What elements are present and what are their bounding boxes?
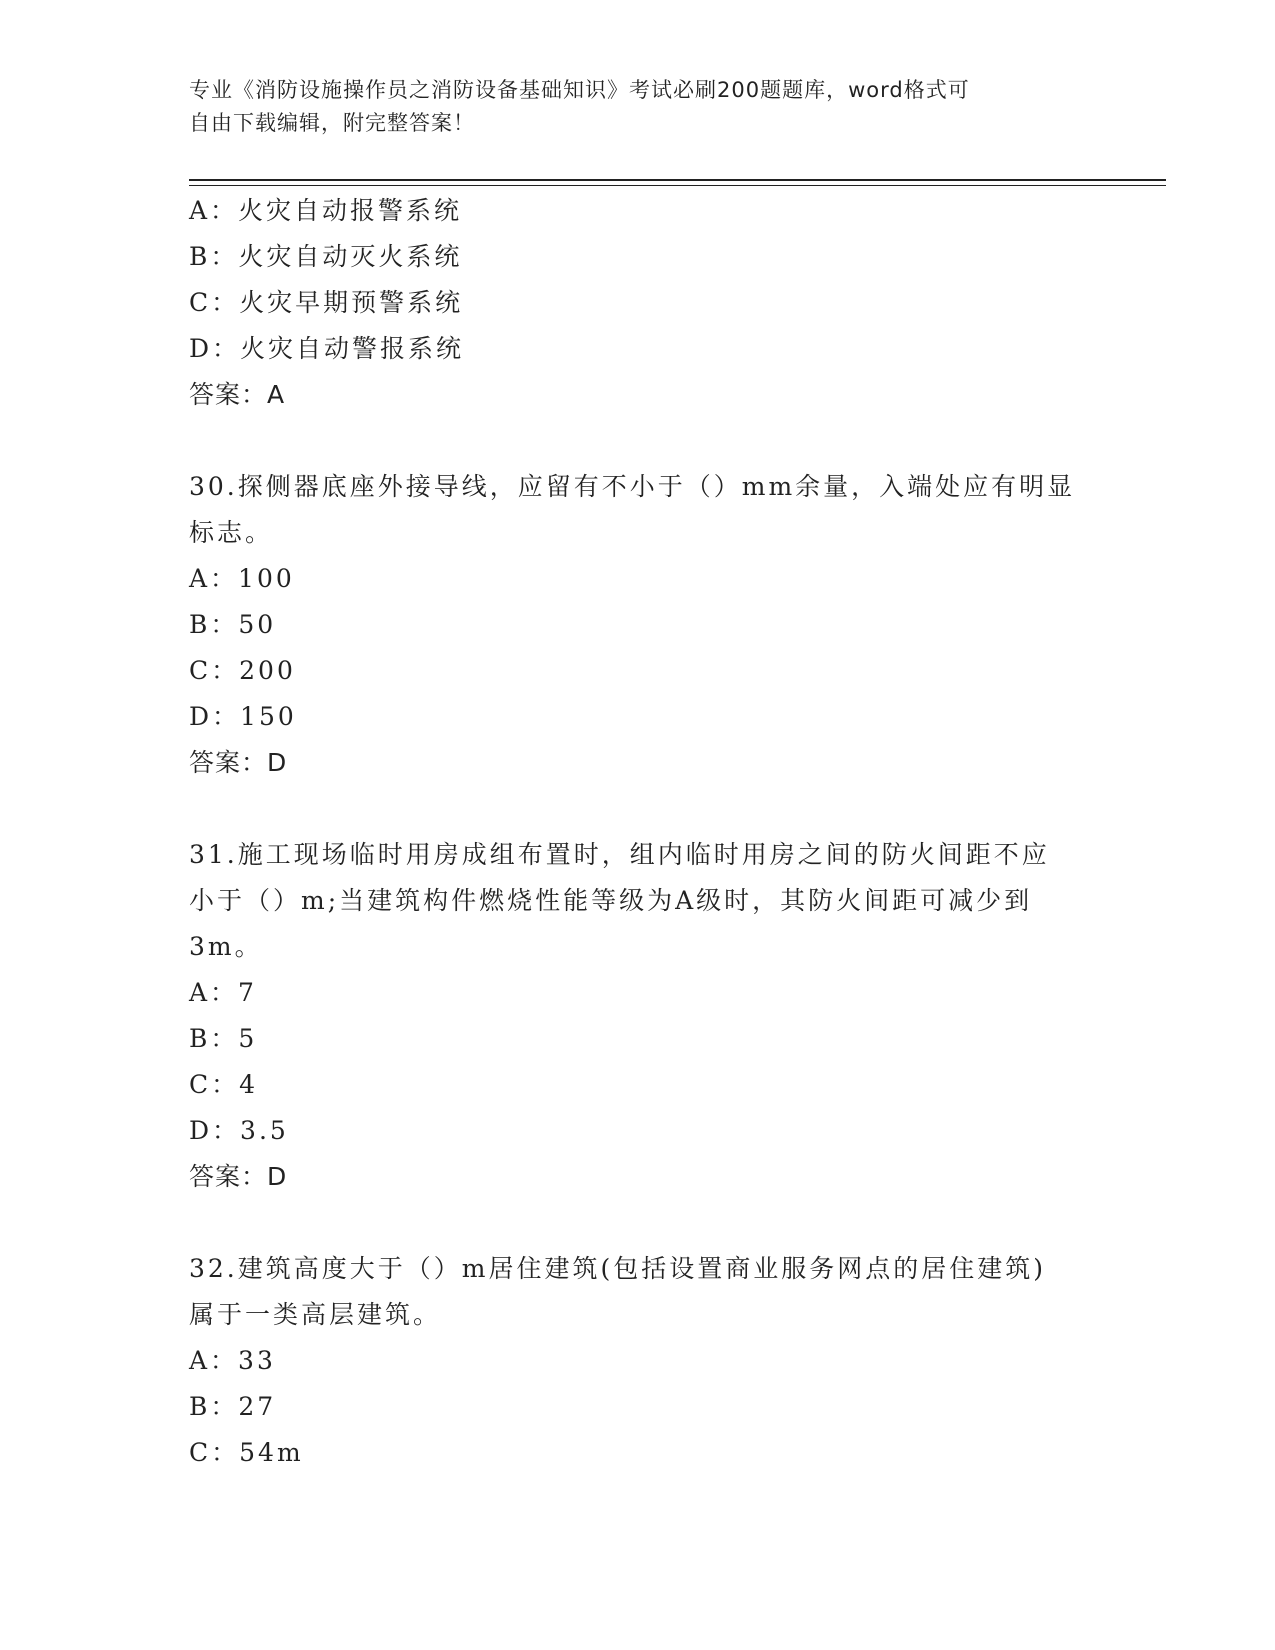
- option-b: B：50: [189, 610, 277, 639]
- option-b: B：5: [189, 1024, 258, 1053]
- question-text-line: 小于（）m;当建筑构件燃烧性能等级为A级时，其防火间距可减少到: [189, 886, 1033, 915]
- option-c: C：4: [189, 1070, 259, 1099]
- spacer: [189, 1200, 1089, 1246]
- option-c: C：200: [189, 656, 296, 685]
- question-32: [189, 1246, 1089, 1476]
- option-a: A：33: [189, 1346, 276, 1375]
- option-b: B：火灾自动灭火系统: [189, 242, 463, 271]
- option-d: D：火灾自动警报系统: [189, 334, 465, 363]
- question-text-line: 30.探侧器底座外接导线，应留有不小于（）mm余量，入端处应有明显: [189, 472, 1076, 501]
- question-text-line: 属于一类高层建筑。: [189, 1300, 442, 1329]
- question-text-line: 3m。: [189, 932, 263, 961]
- spacer: [189, 418, 1089, 464]
- question-text-line: 31.施工现场临时用房成组布置时，组内临时用房之间的防火间距不应: [189, 840, 1050, 869]
- spacer: [189, 786, 1089, 832]
- question-list: [189, 188, 1089, 1476]
- option-a: A：100: [189, 564, 295, 593]
- header-divider-thick: [189, 179, 1166, 181]
- header-divider-thin: [189, 185, 1166, 186]
- option-a: A：火灾自动报警系统: [189, 196, 463, 225]
- question-31: [189, 832, 1089, 1200]
- header-line-2: 自由下载编辑，附完整答案！: [189, 111, 475, 135]
- option-d: D：3.5: [189, 1116, 289, 1145]
- option-a: A：7: [189, 978, 257, 1007]
- question-text-line: 标志。: [189, 518, 274, 547]
- question-text-line: 32.建筑高度大于（）m居住建筑(包括设置商业服务网点的居住建筑): [189, 1254, 1046, 1283]
- header-line-1: 专业《消防设施操作员之消防设备基础知识》考试必刷200题题库，word格式可: [189, 78, 970, 102]
- option-c: C：54m: [189, 1438, 304, 1467]
- option-c: C：火灾早期预警系统: [189, 288, 464, 317]
- option-b: B：27: [189, 1392, 277, 1421]
- option-d: D：150: [189, 702, 297, 731]
- answer-line: 答案：D: [189, 1162, 288, 1191]
- answer-line: 答案：A: [189, 380, 286, 409]
- document-header: [189, 74, 1079, 140]
- question-29: [189, 188, 1089, 418]
- answer-line: 答案：D: [189, 748, 288, 777]
- question-30: [189, 464, 1089, 786]
